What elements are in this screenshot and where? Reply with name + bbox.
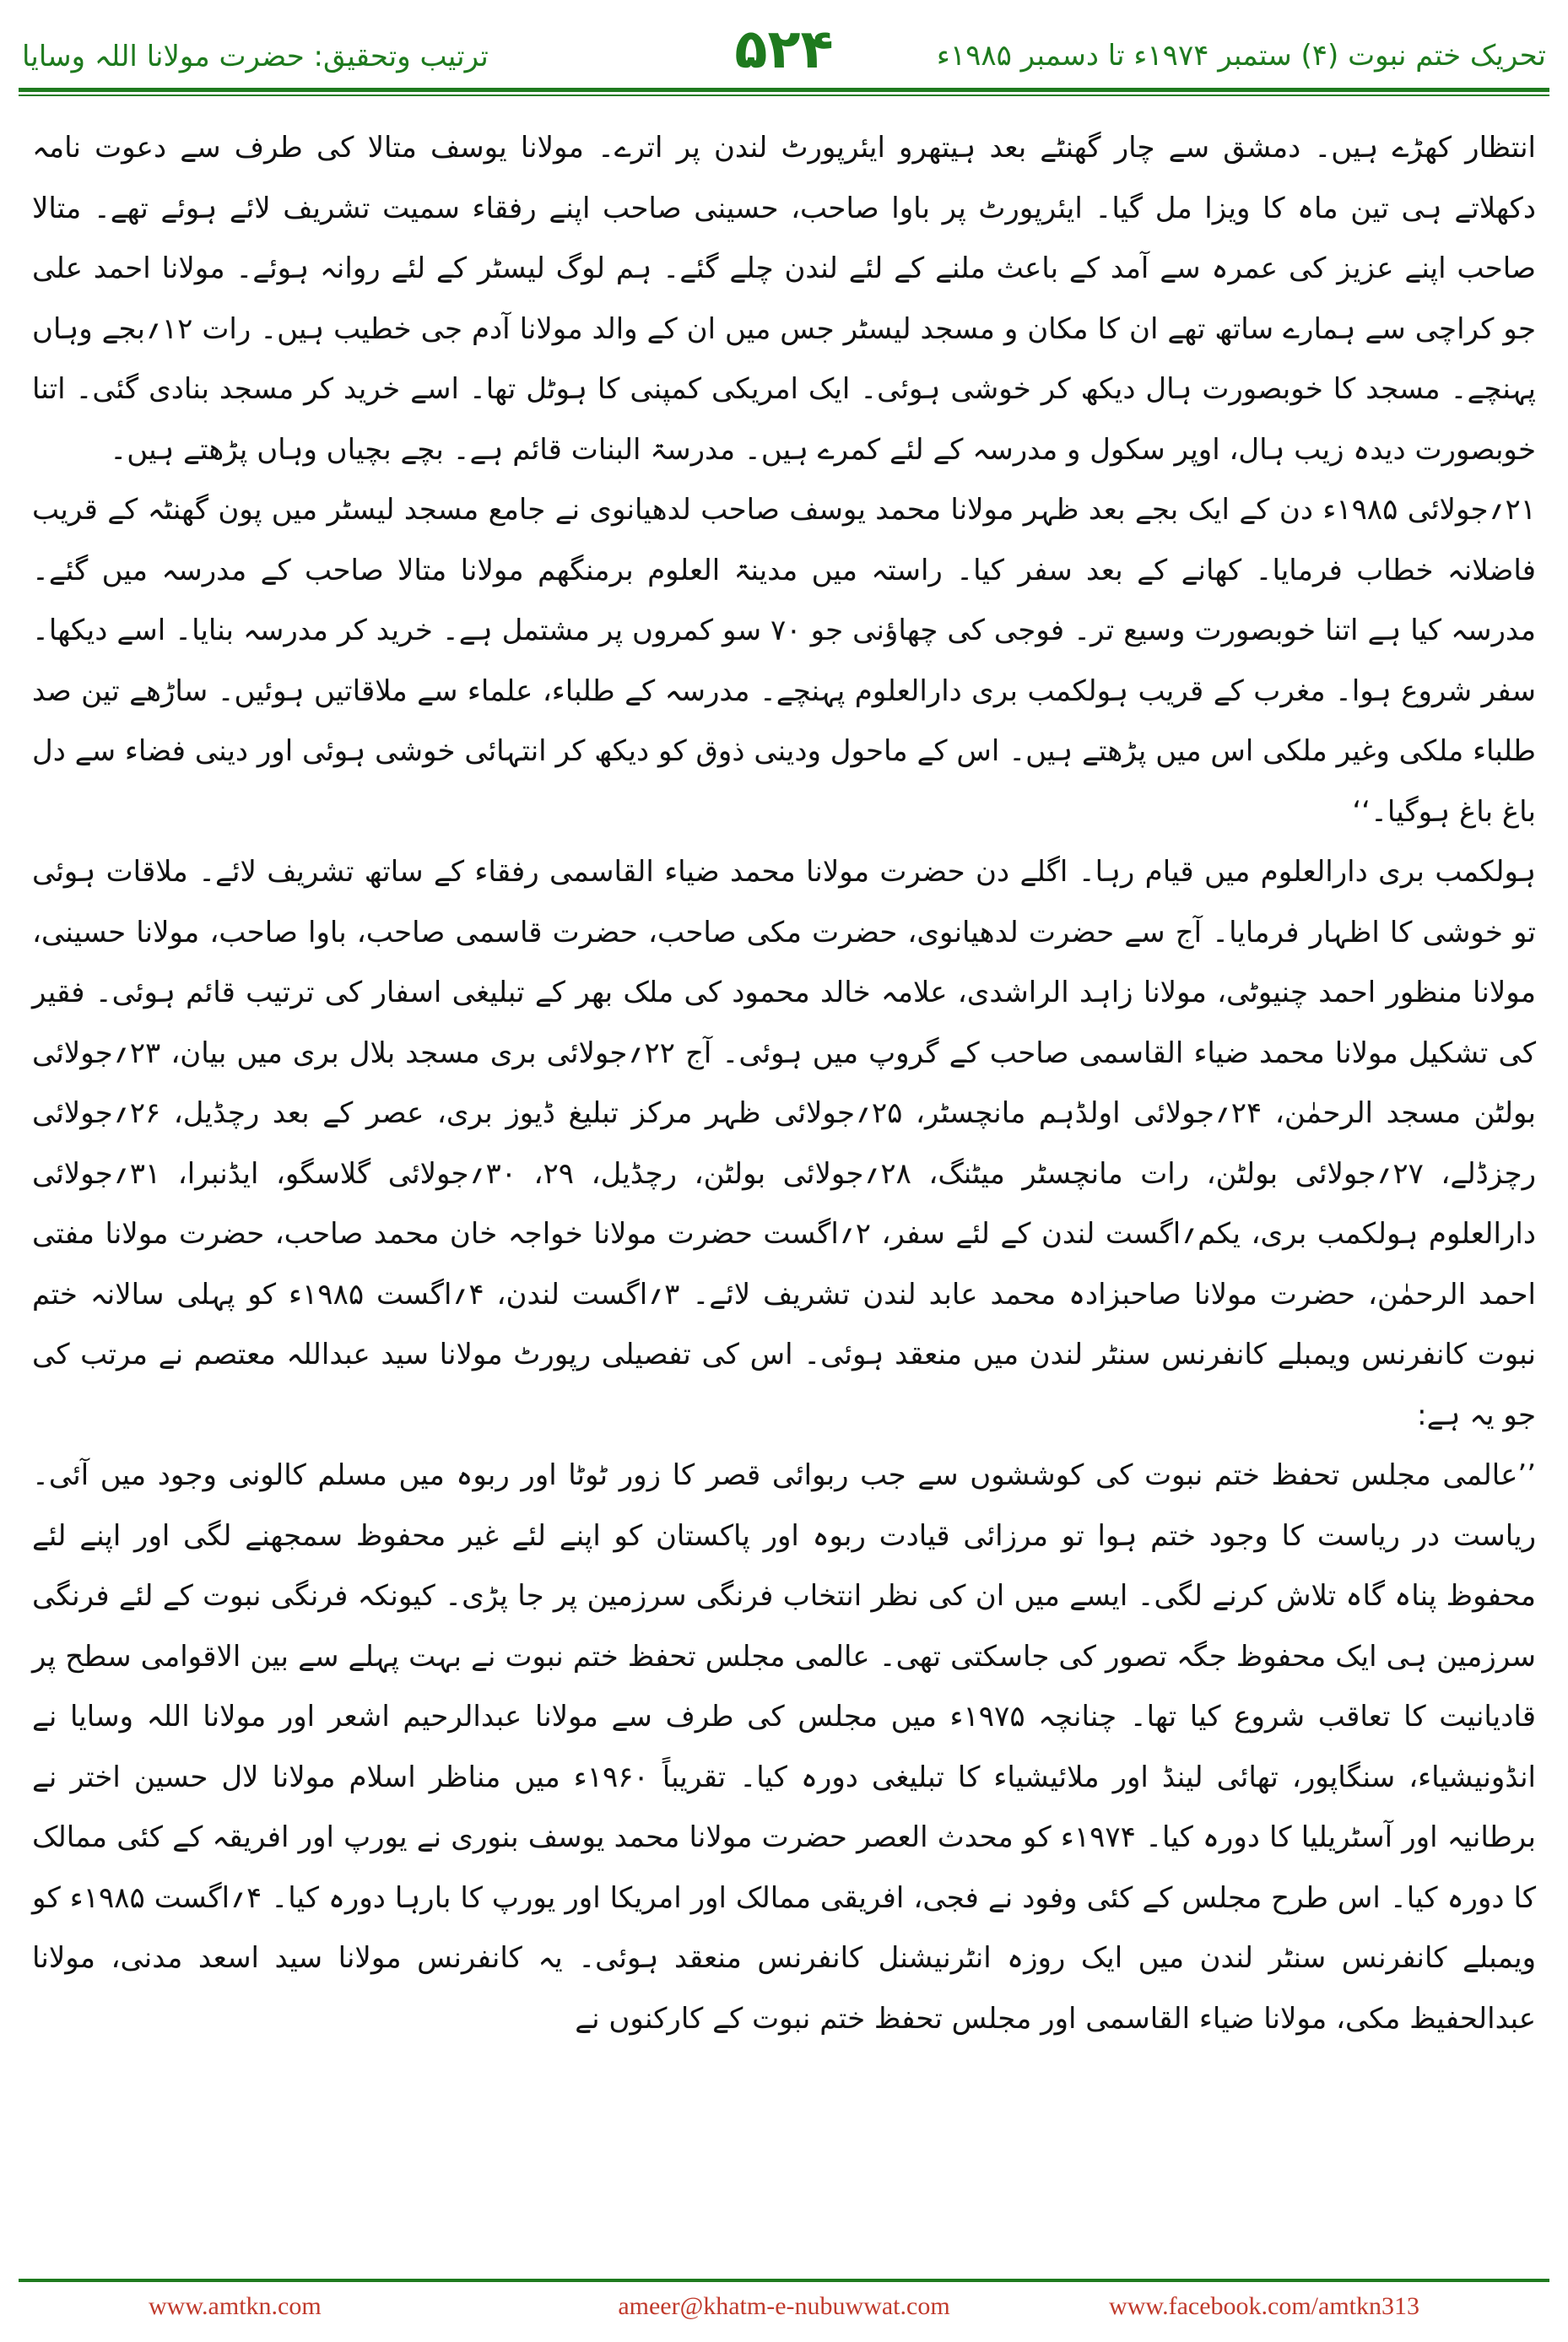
page-header xyxy=(0,0,1568,97)
paragraph-3: ہولکمب بری دارالعلوم میں قیام رہا۔ اگلے دن حضرت مولانا محمد ضیاء القاسمی رفقاء کے ساتھ تشریف لائے۔ ملاقات ہوئی تو خوشی کا اظہار فرمایا۔ آج سے حضرت لدھیانوی، حضرت مکی صاحب، حضرت قاسمی صاحب، باوا صاحب، مولانا حسینی، مولانا منظور احمد چنیوٹی، مولانا زاہد الراشدی، علامہ خالد محمود کی ملک بھر کے تبلیغی اسفار کی ترتیب قائم ہوئی۔ فقیر کی تشکیل مولانا محمد ضیاء القاسمی صاحب کے گروپ میں ہوئی۔ آج ۲۲؍جولائی بری مسجد بلال بری میں بیان، ۲۳؍جولائی بولٹن مسجد الرحمٰن، ۲۴؍جولائی اولڈہم مانچسٹر، ۲۵؍جولائی ظہر مرکز تبلیغ ڈیوز بری، عصر کے بعد رچڈیل، ۲۶؍جولائی رچزڈلے، ۲۷؍جولائی بولٹن، رات مانچسٹر میٹنگ، ۲۸؍جولائی بولٹن، رچڈیل، ۲۹، ۳۰؍جولائی گلاسگو، ایڈنبرا، ۳۱؍جولائی دارالعلوم ہولکمب بری، یکم؍اگست لندن کے لئے سفر، ۲؍اگست حضرت مولانا خواجہ خان محمد صاحب، حضرت مولانا مفتی احمد الرحمٰن، حضرت مولانا صاحبزادہ محمد عابد لندن تشریف لائے۔ ۳؍اگست لندن، ۴؍اگست ۱۹۸۵ء کو پہلی سالانہ ختم نبوت کانفرنس ویمبلے کانفرنس سنٹر لندن میں منعقد ہوئی۔ اس کی تفصیلی رپورٹ مولانا سید عبداللہ معتصم نے مرتب کی جو یہ ہے: xyxy=(32,855,1537,1432)
page-number: ۵۲۴ xyxy=(734,19,834,81)
footer-facebook-link[interactable]: www.facebook.com/amtkn313 xyxy=(1109,2292,1419,2320)
paragraph-1: انتظار کھڑے ہیں۔ دمشق سے چار گھنٹے بعد ہیتھرو ایئرپورٹ لندن پر اترے۔ مولانا یوسف متالا کی طرف سے دعوت نامہ دکھلاتے ہی تین ماہ کا ویزا مل گیا۔ ایئرپورٹ پر باوا صاحب، حسینی صاحب اپنے رفقاء سمیت تشریف لائے ہوئے تھے۔ متالا صاحب اپنے عزیز کی عمرہ سے آمد کے باعث ملنے کے لئے لندن چلے گئے۔ ہم لوگ لیسٹر کے لئے روانہ ہوئے۔ مولانا احمد علی جو کراچی سے ہمارے ساتھ تھے ان کا مکان و مسجد لیسٹر جس میں ان کے والد مولانا آدم جی خطیب ہیں۔ رات ۱۲؍بجے وہاں پہنچے۔ مسجد کا خوبصورت ہال دیکھ کر خوشی ہوئی۔ ایک امریکی کمپنی کا ہوٹل تھا۔ اسے خرید کر مسجد بنادی گئی۔ اتنا خوبصورت دیدہ زیب ہال، اوپر سکول و مدرسہ کے لئے کمرے ہیں۔ مدرسۃ البنات قائم ہے۔ بچے بچیاں وہاں پڑھتے ہیں۔ xyxy=(32,131,1537,467)
footer-website-link[interactable]: www.amtkn.com xyxy=(149,2292,322,2320)
paragraph-2: ۲۱؍جولائی ۱۹۸۵ء دن کے ایک بجے بعد ظہر مولانا محمد یوسف صاحب لدھیانوی نے جامع مسجد لیسٹر میں پون گھنٹہ کے قریب فاضلانہ خطاب فرمایا۔ کھانے کے بعد سفر کیا۔ راستہ میں مدینۃ العلوم برمنگھم مولانا متالا صاحب کے مدرسہ میں گئے۔ مدرسہ کیا ہے اتنا خوبصورت وسیع تر۔ فوجی کی چھاؤنی جو ۷۰ سو کمروں پر مشتمل ہے۔ خرید کر مدرسہ بنایا۔ اسے دیکھا۔ سفر شروع ہوا۔ مغرب کے قریب ہولکمب بری دارالعلوم پہنچے۔ مدرسہ کے طلباء، علماء سے ملاقاتیں ہوئیں۔ ساڑھے تین صد طلباء ملکی وغیر ملکی اس میں پڑھتے ہیں۔ اس کے ماحول ودینی ذوق کو دیکھ کر انتہائی خوشی ہوئی اور دینی فضاء سے دل باغ باغ ہوگیا۔‘‘ xyxy=(32,493,1536,829)
page-footer xyxy=(0,2289,1568,2331)
header-rule-thin xyxy=(19,95,1549,96)
paragraph-4: ’’عالمی مجلس تحفظ ختم نبوت کی کوششوں سے جب ربوائی قصر کا زور ٹوٹا اور ربوہ میں مسلم کالونی وجود میں آئی۔ ریاست در ریاست کا وجود ختم ہوا تو مرزائی قیادت ربوہ اور پاکستان کو اپنے لئے غیر محفوظ سمجھنے لگی اور اپنے لئے محفوظ پناہ گاہ تلاش کرنے لگی۔ ایسے میں ان کی نظر انتخاب فرنگی سرزمین پر جا پڑی۔ کیونکہ فرنگی نبوت کے لئے فرنگی سرزمین ہی ایک محفوظ جگہ تصور کی جاسکتی تھی۔ عالمی مجلس تحفظ ختم نبوت نے بہت پہلے سے بین الاقوامی سطح پر قادیانیت کا تعاقب شروع کیا تھا۔ چنانچہ ۱۹۷۵ء میں مجلس کی طرف سے مولانا عبدالرحیم اشعر اور مولانا اللہ وسایا نے انڈونیشیاء، سنگاپور، تھائی لینڈ اور ملائیشیاء کا تبلیغی دورہ کیا۔ تقریباً ۱۹۶۰ء میں مناظر اسلام مولانا لال حسین اختر نے برطانیہ اور آسٹریلیا کا دورہ کیا۔ ۱۹۷۴ء کو محدث العصر حضرت مولانا محمد یوسف بنوری نے یورپ اور افریقہ کے کئی ممالک کا دورہ کیا۔ اس طرح مجلس کے کئی وفود نے فجی، افریقی ممالک اور امریکا اور یورپ کا بارہا دورہ کیا۔ ۴؍اگست ۱۹۸۵ء کو ویمبلے کانفرنس سنٹر لندن میں ایک روزہ انٹرنیشنل کانفرنس منعقد ہوئی۔ یہ کانفرنس مولانا سید اسعد مدنی، مولانا عبدالحفیظ مکی، مولانا ضیاء القاسمی اور مجلس تحفظ ختم نبوت کے کارکنوں نے xyxy=(32,1458,1537,2036)
page-body xyxy=(32,118,1536,2049)
header-compiler-title: ترتیب وتحقیق: حضرت مولانا اللہ وسایا xyxy=(22,40,489,73)
header-book-title: تحریک ختم نبوت (۴) ستمبر ۱۹۷۴ء تا دسمبر ۱۹۸۵ء xyxy=(936,39,1546,73)
footer-email-link[interactable]: ameer@khatm-e-nubuwwat.com xyxy=(618,2292,950,2320)
footer-rule xyxy=(19,2279,1549,2282)
header-rule-thick xyxy=(19,88,1549,92)
